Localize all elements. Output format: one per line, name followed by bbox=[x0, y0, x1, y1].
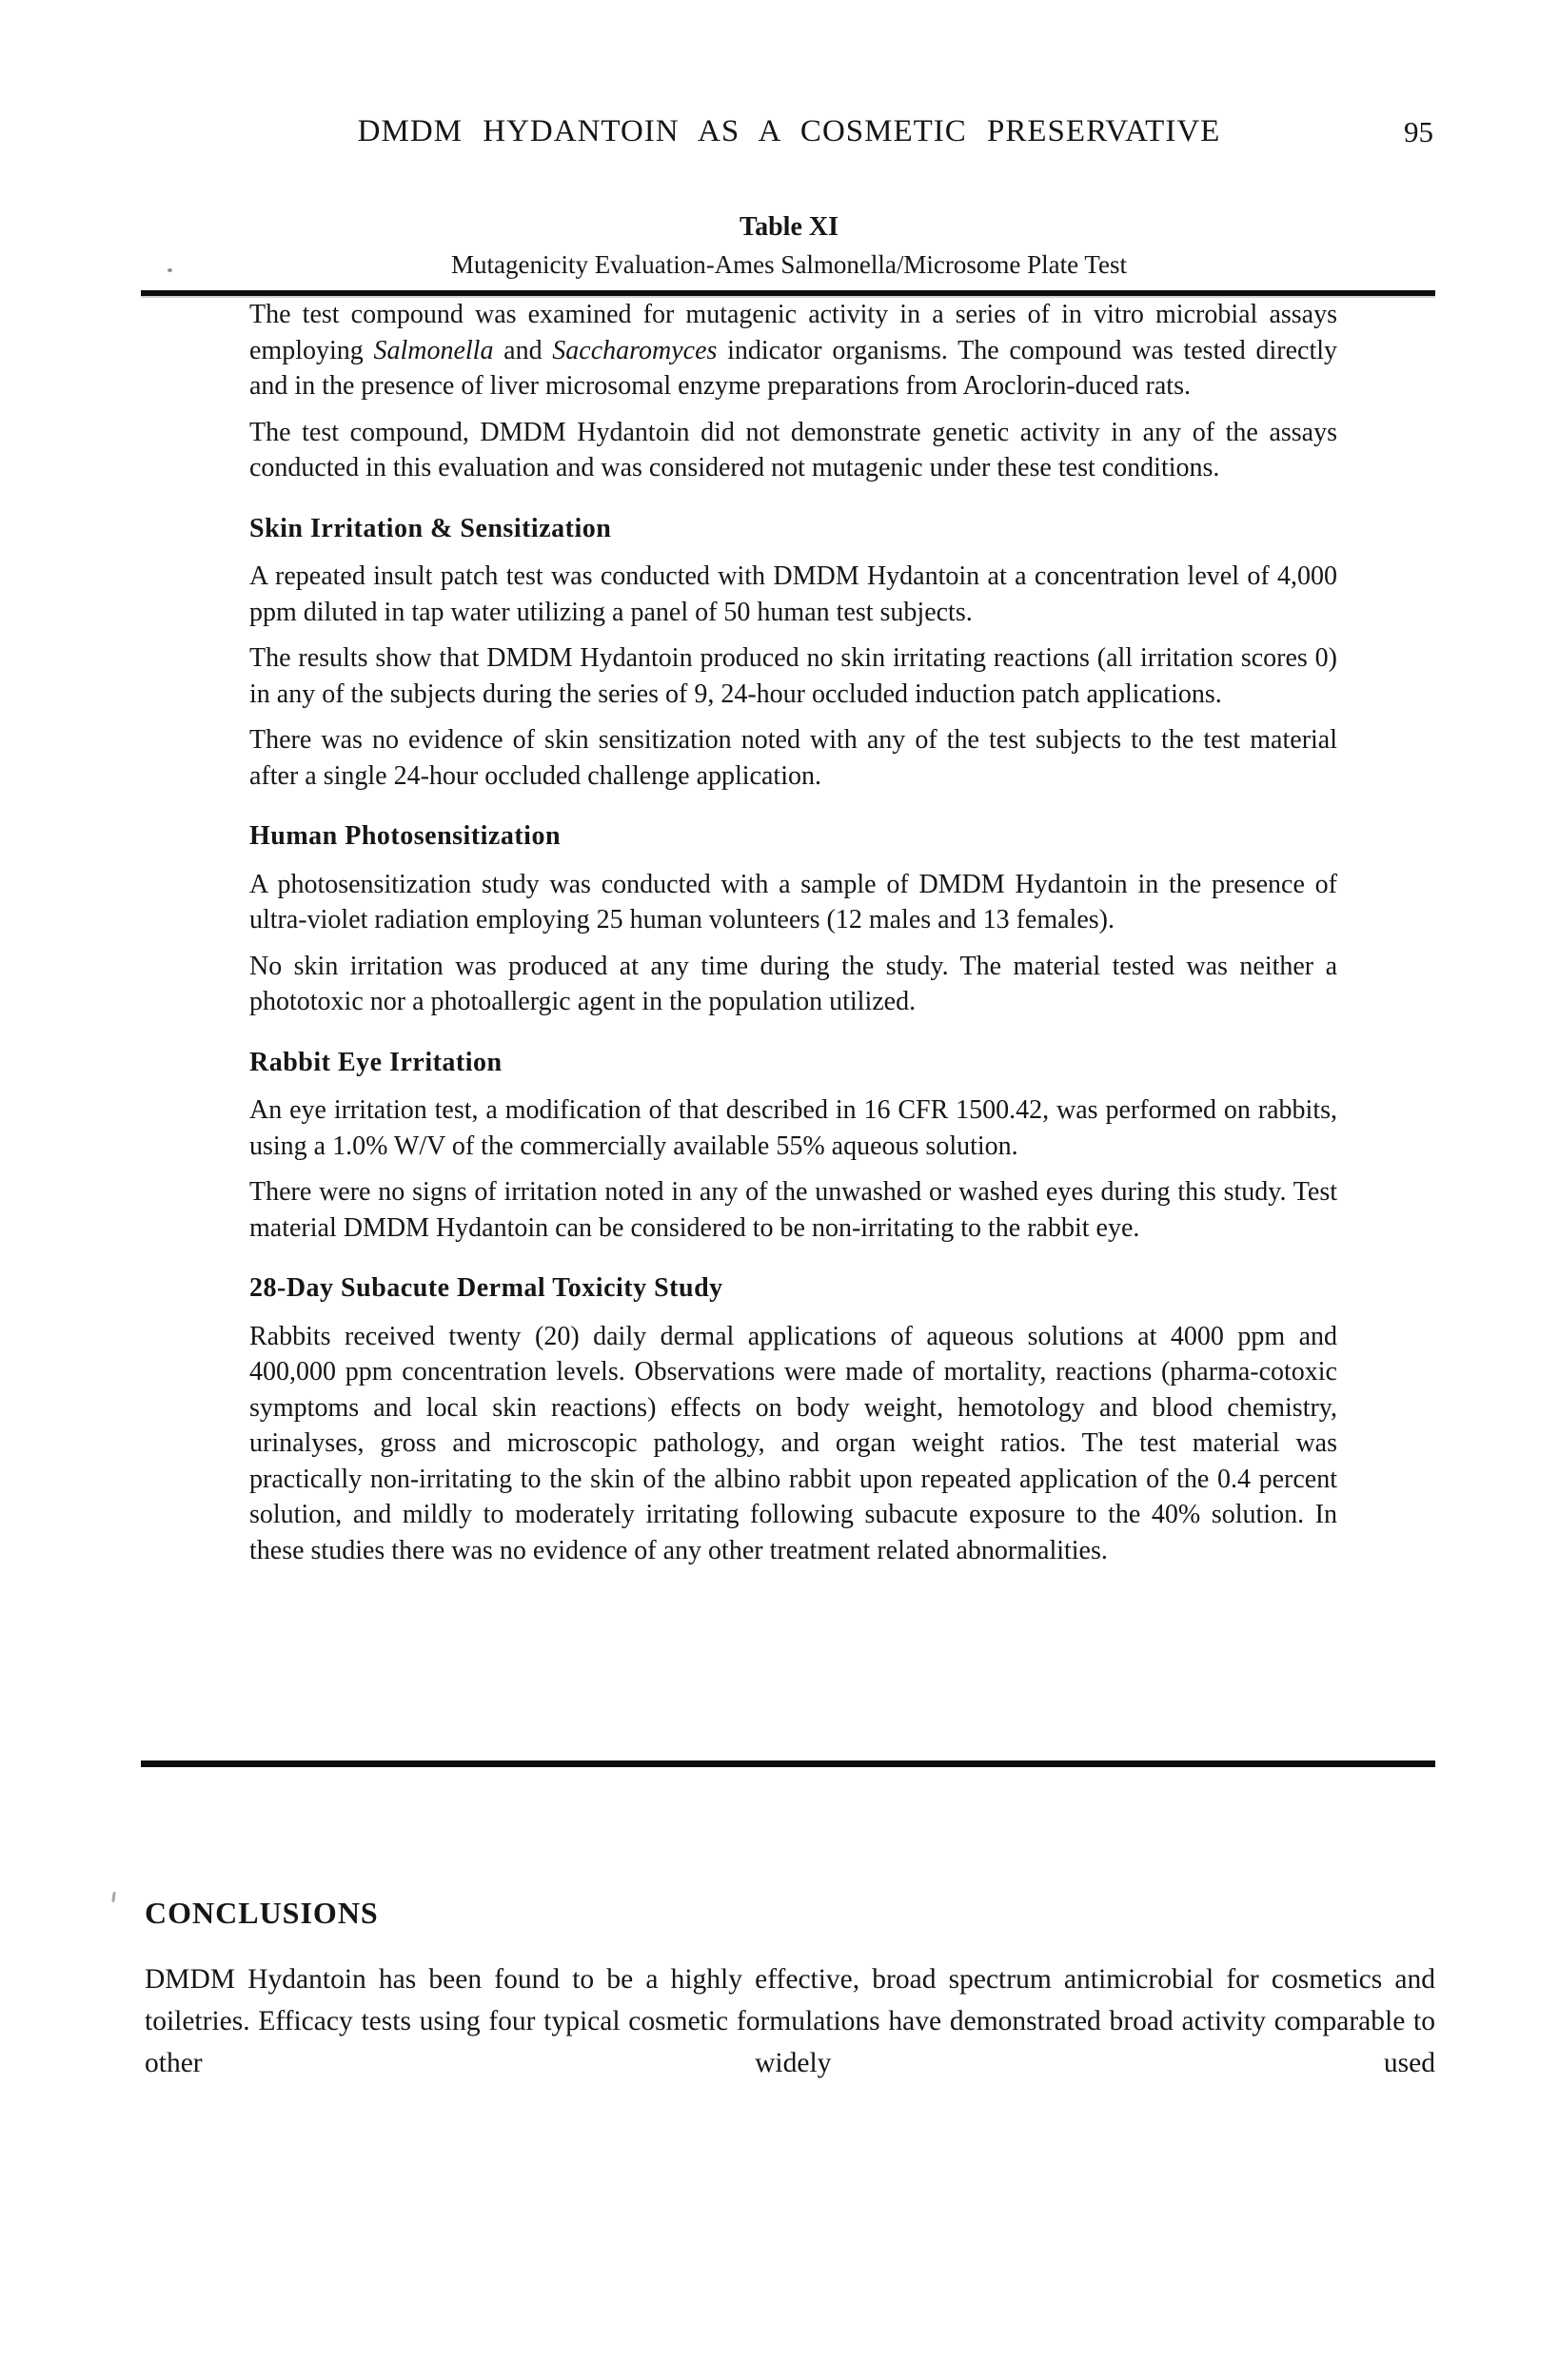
paragraph: No skin irritation was produced at any time during the study. The material tested was neither a phototoxic nor a photoallergic agent in the population utilized. bbox=[249, 951, 1337, 1016]
paragraph: There was no evidence of skin sensitization noted with any of the test subjects to the test material after a single 24-hour occluded challenge application. bbox=[249, 725, 1337, 791]
paragraph: The results show that DMDM Hydantoin produced no skin irritating reactions (all irritation scores 0) in any of the subjects during the series of 9, 24-hour occluded induction patch applications. bbox=[249, 643, 1337, 709]
intro-text: and bbox=[493, 335, 553, 365]
conclusions-paragraph: DMDM Hydantoin has been found to be a highly effective, broad spectrum antimicrobial for cosmetics and toiletries. Efficacy tests using four typical cosmetic formulations have demonstrated broad activity comparable to other widely used bbox=[145, 1964, 1435, 2078]
table-caption-subtitle: Mutagenicity Evaluation-Ames Salmonella/Microsome Plate Test bbox=[451, 250, 1127, 279]
conclusions-section bbox=[145, 1894, 1435, 2084]
section-heading-28-day-subacute: 28-Day Subacute Dermal Toxicity Study bbox=[249, 1273, 723, 1303]
section-heading-rabbit-eye-irritation: Rabbit Eye Irritation bbox=[249, 1047, 503, 1077]
conclusions-heading: CONCLUSIONS bbox=[145, 1896, 379, 1930]
page-title: DMDM HYDANTOIN AS A COSMETIC PRESERVATIVE bbox=[357, 114, 1221, 148]
intro-text: The test compound was examined for mutagenic activity in a series of in vitro microbial assays employing bbox=[249, 300, 1337, 365]
paragraph: There were no signs of irritation noted in any of the unwashed or washed eyes during this study. Test material DMDM Hydantoin can be considered to be non-irritating to the rabbit eye. bbox=[249, 1177, 1337, 1243]
paragraph-intro-1 bbox=[249, 297, 1337, 404]
paragraph: An eye irritation test, a modification of that described in 16 CFR 1500.42, was performed on rabbits, using a 1.0% W/V of the commercially available 55% aqueous solution. bbox=[249, 1095, 1337, 1161]
italic-organism-name: Saccharomyces bbox=[552, 335, 718, 365]
table-rule-top bbox=[141, 290, 1435, 296]
table-caption-title: Table XI bbox=[739, 212, 839, 242]
paragraph-intro-2: The test compound, DMDM Hydantoin did not demonstrate genetic activity in any of the assays conducted in this evaluation and was considered not mutagenic under these test conditions. bbox=[249, 417, 1337, 482]
scan-speck bbox=[111, 1892, 116, 1902]
section-heading-human-photosensitization: Human Photosensitization bbox=[249, 821, 562, 851]
running-head bbox=[143, 112, 1435, 150]
table-body bbox=[249, 297, 1337, 1579]
paragraph: A photosensitization study was conducted with a sample of DMDM Hydantoin in the presence of ultra-violet radiation employing 25 human volunteers (12 males and 13 females). bbox=[249, 869, 1337, 934]
intro-text: indicator organisms. The compound was tested directly and in the presence of liver microsomal enzyme preparations from Aroclorin-duced rats. bbox=[249, 335, 1337, 401]
table-caption bbox=[143, 209, 1435, 284]
scan-speck bbox=[168, 268, 172, 272]
table-rule-bottom bbox=[141, 1760, 1435, 1767]
paragraph: Rabbits received twenty (20) daily dermal applications of aqueous solutions at 4000 ppm and 400,000 ppm concentration levels. Observations were made of mortality, reactions (pharma-cotoxic symptoms and local skin reactions) effects on body weight, hemotology and blood chemistry, urinalyses, gross and microscopic pathology, and organ weight ratios. The test material was practically non-irritating to the skin of the albino rabbit upon repeated application of the 0.4 percent solution, and mildly to moderately irritating following subacute exposure to the 40% solution. In these studies there was no evidence of any other treatment related abnormalities. bbox=[249, 1321, 1337, 1565]
paragraph: A repeated insult patch test was conducted with DMDM Hydantoin at a concentration level of 4,000 ppm diluted in tap water utilizing a panel of 50 human test subjects. bbox=[249, 561, 1337, 627]
section-heading-skin-irritation: Skin Irritation & Sensitization bbox=[249, 513, 612, 543]
page-number: 95 bbox=[1404, 115, 1433, 148]
italic-organism-name: Salmonella bbox=[373, 335, 494, 365]
